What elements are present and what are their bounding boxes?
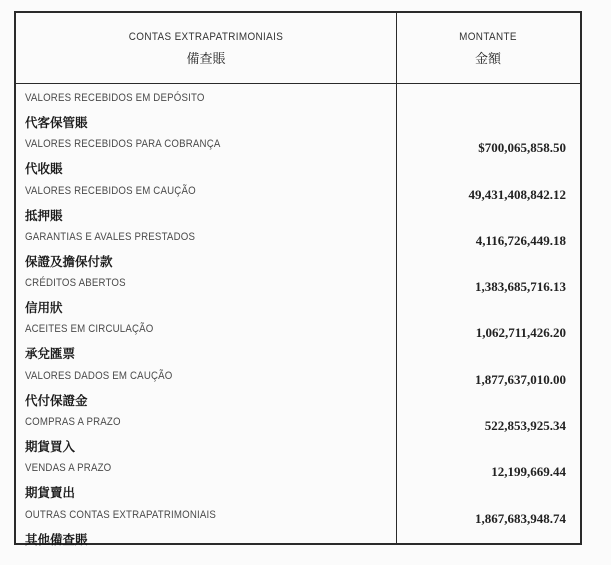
row-label-zh: 保證及擔保付款 — [25, 253, 113, 269]
row-label-pt: VALORES RECEBIDOS PARA COBRANÇA — [25, 138, 221, 151]
row-label-zh: 信用狀 — [25, 300, 63, 316]
row-label-zh: 其他備查賬 — [25, 531, 88, 547]
row-label-pt: VALORES RECEBIDOS EM DEPÓSITO — [25, 92, 205, 104]
table-row — [16, 185, 580, 231]
header-divider — [16, 83, 580, 84]
table-row — [16, 509, 580, 555]
table-row — [16, 138, 580, 184]
header-amount — [396, 31, 580, 67]
table-row — [16, 92, 580, 138]
row-label-zh: 承兌匯票 — [25, 346, 76, 362]
row-label-pt: OUTRAS CONTAS EXTRAPATRIMONIAIS — [25, 508, 217, 521]
row-label-zh: 抵押賬 — [25, 207, 63, 223]
row-label-pt: COMPRAS A PRAZO — [25, 416, 121, 429]
row-amount: 1,383,685,716.13 — [475, 279, 566, 295]
row-amount: 49,431,408,842.12 — [468, 186, 566, 202]
row-amount: 522,853,925.34 — [484, 418, 566, 434]
off-balance-sheet-table — [14, 11, 582, 545]
row-amount: 1,867,683,948.74 — [475, 510, 566, 526]
table-row — [16, 231, 580, 277]
row-amount: 1,877,637,010.00 — [475, 371, 566, 387]
table-body — [16, 92, 580, 555]
row-label-zh: 期貨賣出 — [25, 485, 76, 501]
row-label-zh: 代收賬 — [25, 161, 63, 177]
row-label-zh: 期貨買入 — [25, 439, 76, 455]
row-label-zh: 代客保管賬 — [25, 115, 88, 130]
row-amount: $700,065,858.50 — [478, 140, 566, 156]
header-amount-pt: MONTANTE — [459, 31, 517, 43]
row-label-pt: GARANTIAS E AVALES PRESTADOS — [25, 230, 196, 243]
table-row — [16, 277, 580, 323]
header-description-pt: CONTAS EXTRAPATRIMONIAIS — [128, 31, 284, 43]
row-label-pt: CRÉDITOS ABERTOS — [25, 277, 126, 290]
table-row — [16, 462, 580, 508]
row-label-pt: VALORES DADOS EM CAUÇÃO — [25, 369, 173, 382]
table-row — [16, 323, 580, 369]
row-label-pt: VENDAS A PRAZO — [25, 462, 112, 475]
row-label-zh: 代付保證金 — [25, 392, 88, 408]
table-row — [16, 416, 580, 462]
header-description — [16, 31, 396, 67]
row-amount: 12,199,669.44 — [491, 464, 566, 480]
row-label-pt: ACEITES EM CIRCULAÇÃO — [25, 323, 154, 336]
table-row — [16, 370, 580, 416]
row-label-pt: VALORES RECEBIDOS EM CAUÇÃO — [25, 184, 196, 197]
row-amount: 1,062,711,426.20 — [475, 325, 566, 341]
header-amount-zh: 金額 — [474, 52, 501, 67]
header-description-zh: 備查賬 — [186, 52, 226, 67]
row-amount: 4,116,726,449.18 — [475, 232, 566, 248]
